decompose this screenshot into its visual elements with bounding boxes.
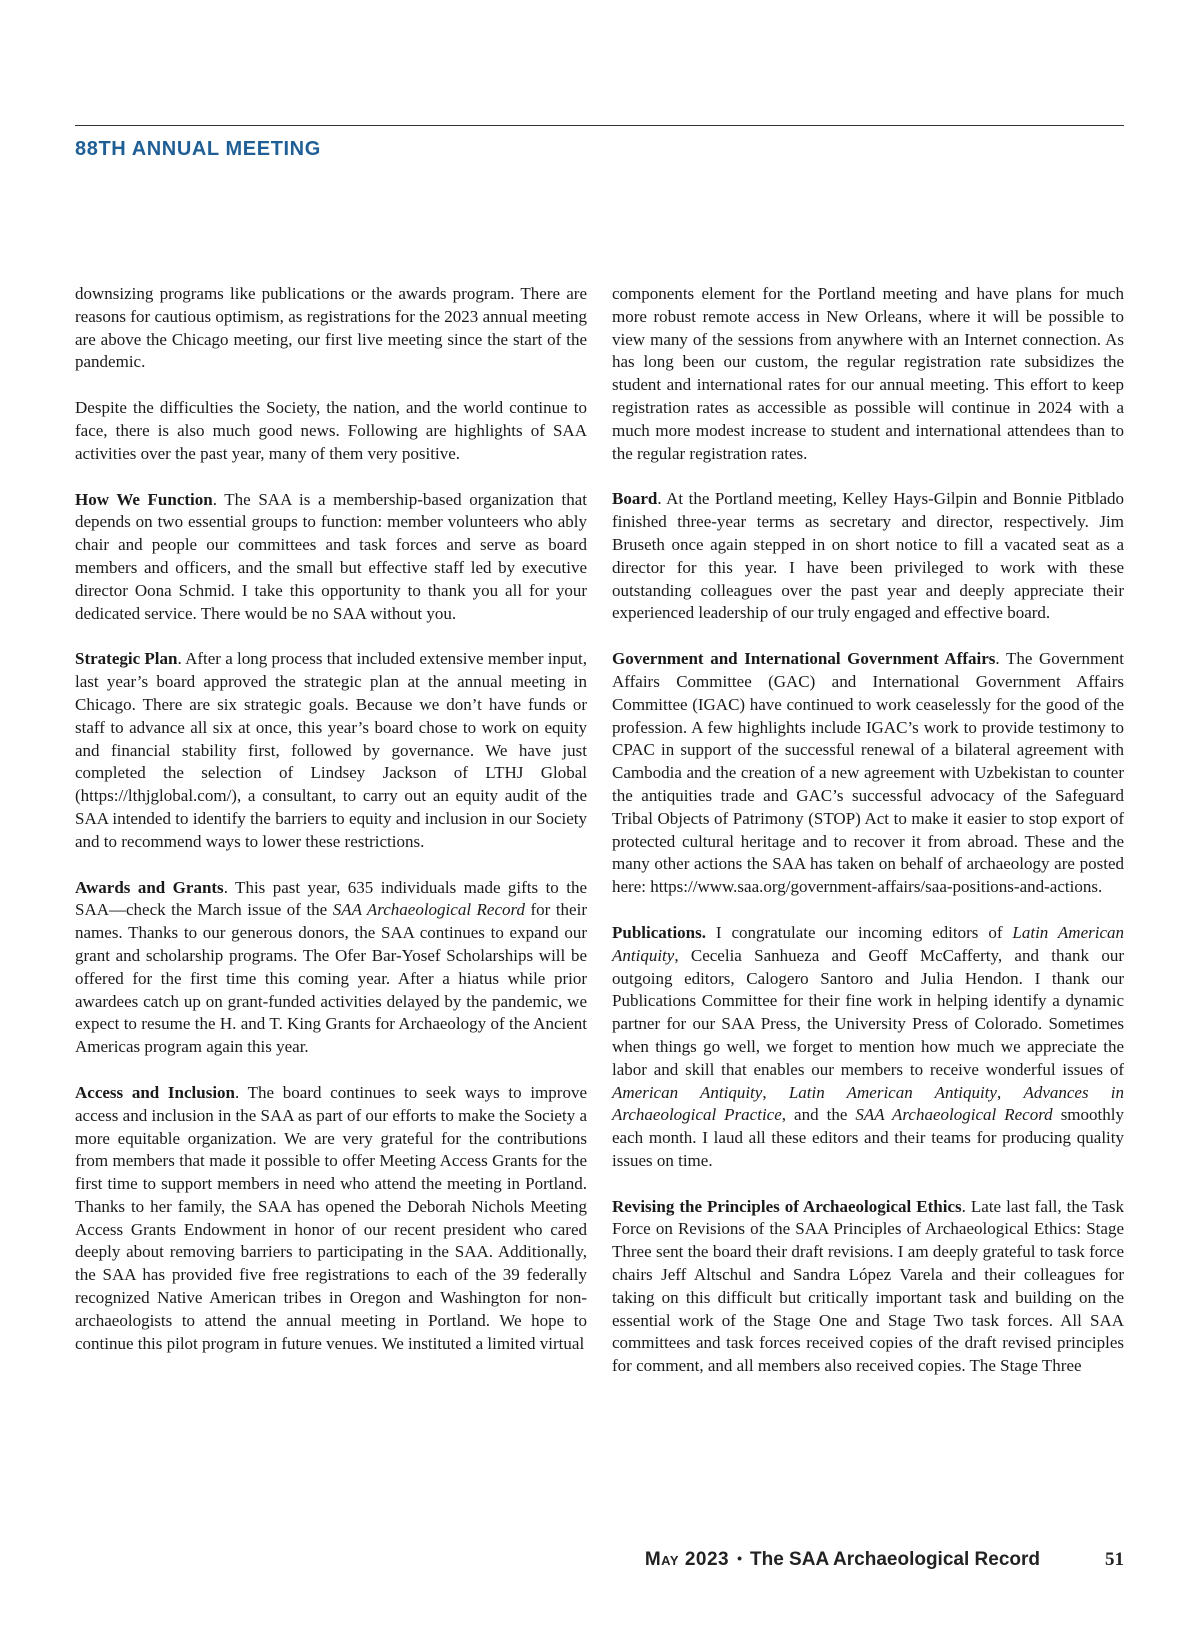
header-rule <box>75 125 1124 126</box>
text-publications-6: smoothly each month. I laud all these editors and their teams for producing quality issues on time. <box>612 1105 1124 1170</box>
text-awards-grants-2: for their names. Thanks to our generous donors, the SAA continues to expand our grant and scholarship programs. The Ofer Bar-Yosef Scholarships will be offered for the first time this coming year. After a hiatus while prior awardees catch up on grant-funded activities delayed by the pandemic, we expect to resume the H. and T. King Grants for Archaeology of the Ancient Americas program again this year. <box>75 900 587 1057</box>
heading-strategic-plan: Strategic Plan <box>75 649 178 669</box>
heading-board: Board <box>612 489 658 509</box>
text-publications-4: , <box>996 1082 1024 1102</box>
footer-issue <box>645 1549 1040 1571</box>
footer-issue-date: May 2023 <box>644 1549 730 1570</box>
heading-how-we-function: How We Function <box>75 489 213 509</box>
left-column <box>75 283 587 1378</box>
text-ethics: . Late last fall, the Task Force on Revisions of the SAA Principles of Archaeological Ethics: Stage Three sent the board their draft revisions. I am deeply grateful to task force chairs Jeff Altschul and Sandra López Varela and their colleagues for taking on this difficult but critically important task and building on the essential work of the Stage One and Stage Two task forces. All SAA committees and task forces received copies of the draft revised principles for comment, and all members also received copies. The Stage Three <box>612 1196 1124 1376</box>
paragraph-board <box>612 488 1124 625</box>
italic-saa-record-2: SAA Archaeological Record <box>855 1105 1053 1125</box>
paragraph-good-news: Despite the difficulties the Society, the nation, and the world continue to face, there is also much good news. Following are highlights of SAA activities over the past year, many of them very positive. <box>75 398 587 463</box>
italic-saa-record: SAA Archaeological Record <box>332 900 526 920</box>
text-publications-1: I congratulate our incoming editors of <box>706 922 1013 942</box>
italic-american-antiquity: American Antiquity <box>612 1082 763 1102</box>
paragraph-strategic-plan <box>75 648 587 853</box>
text-publications-3: , <box>762 1082 789 1102</box>
italic-latin-american-antiquity-2: Latin American Antiquity <box>788 1082 997 1102</box>
italic-latin-american-antiquity: Latin American Antiquity <box>612 922 1125 965</box>
heading-ethics: Revising the Principles of Archaeological Ethics <box>612 1196 962 1216</box>
text-government-affairs: . The Government Affairs Committee (GAC) and International Government Affairs Committee (IGAC) have continued to work ceaselessly for the good of the profession. A few highlights include IGAC’s work to provide testimony to CPAC in support of the successful renewal of a bilateral agreement with Cambodia and the creation of a new agreement with Uzbekistan to counter the antiquities trade and GAC’s successful advocacy of the Safeguard Tribal Objects of Patrimony (STOP) Act to make it easier to stop export of protected cultural heritage and to recover it from abroad. These and the many other actions the SAA has taken on behalf of archaeology are posted here: https://www.saa.org/government-affairs/saa-positions-and-actions. <box>612 649 1124 897</box>
text-publications-2: , Cecelia Sanhueza and Geoff McCafferty, and thank our outgoing editors, Calogero Santoro and Julia Hendon. I thank our Publications Committee for their fine work in helping identify a dynamic partner for our SAA Press, the University Press of Colorado. Sometimes when things go well, we forget to mention how much we appreciate the labor and skill that enables our members to receive wonderful issues of <box>612 945 1124 1079</box>
heading-publications: Publications. <box>612 922 706 942</box>
text-access-inclusion: . The board continues to seek ways to improve access and inclusion in the SAA as part of our efforts to make the Society a more equitable organization. We are very grateful for the contributions from members that made it possible to offer Meeting Access Grants for the first time to support members in need who attend the meeting in Portland. Thanks to her family, the SAA has opened the Deborah Nichols Meeting Access Grants Endowment in honor of our recent president who cared deeply about removing barriers to participating in the SAA. Additionally, the SAA has provided five free registrations to each of the 39 federally recognized Native American tribes in Oregon and Washington for non-archaeologists to attend the annual meeting in Portland. We hope to continue this pilot program in future venues. We instituted a limited virtual <box>75 1082 587 1353</box>
heading-government-affairs: Government and International Government Affairs <box>612 649 996 669</box>
right-column <box>612 283 1124 1401</box>
paragraph-remote-access: components element for the Portland meeting and have plans for much more robust remote access in New Orleans, where it will be possible to view many of the sessions from anywhere with an Internet connection. As has long been our custom, the regular registration rate subsidizes the student and international rates for our annual meeting. This effort to keep registration rates as accessible as possible will continue in 2024 with a much more modest increase to student and international attendees than to the regular registration rates. <box>612 284 1124 463</box>
italic-advances-practice: Advances in Archaeological Practice <box>612 1082 1125 1125</box>
heading-access-inclusion: Access and Inclusion <box>75 1082 236 1102</box>
text-awards-grants-1: . This past year, 635 individuals made gifts to the SAA—check the March issue of the <box>75 877 587 920</box>
section-title: 88TH ANNUAL MEETING <box>75 138 321 160</box>
heading-awards-grants: Awards and Grants <box>75 877 224 897</box>
paragraph-access-inclusion <box>75 1082 587 1356</box>
paragraph-awards-grants <box>75 877 587 1059</box>
text-how-we-function: . The SAA is a membership-based organization that depends on two essential groups to function: member volunteers who ably chair and people our committees and task forces and serve as board members and officers, and the small but effective staff led by executive director Oona Schmid. I take this opportunity to thank you all for your dedicated service. There would be no SAA without you. <box>75 489 587 623</box>
paragraph-how-we-function <box>75 489 587 626</box>
page-footer <box>0 1549 1200 1579</box>
footer-journal-name: The SAA Archaeological Record <box>750 1549 1040 1570</box>
paragraph-publications <box>612 922 1124 1173</box>
text-strategic-plan: . After a long process that included extensive member input, last year’s board approved the strategic plan at the annual meeting in Chicago. There are six strategic goals. Because we don’t have funds or staff to advance all six at once, this year’s board chose to work on equity and financial stability first, followed by governance. We have just completed the selection of Lindsey Jackson of LTHJ Global (https://lthjglobal.com/), a consultant, to carry out an equity audit of the SAA intended to identify the barriers to equity and inclusion in our Society and to recommend ways to lower these restrictions. <box>75 649 587 851</box>
page-number: 51 <box>1105 1549 1124 1570</box>
text-publications-5: , and the <box>781 1105 856 1125</box>
text-board: . At the Portland meeting, Kelley Hays-Gilpin and Bonnie Pitblado finished three-year terms as secretary and director, respectively. Jim Bruseth once again stepped in on short notice to fill a vacated seat as a director for this year. I have been privileged to work with these outstanding colleagues over the past year and deeply appreciate their experienced leadership of our truly engaged and effective board. <box>612 489 1124 623</box>
paragraph-government-affairs <box>612 648 1124 899</box>
footer-separator: • <box>737 1550 742 1566</box>
paragraph-ethics <box>612 1196 1124 1378</box>
paragraph-intro: downsizing programs like publications or the awards program. There are reasons for cautious optimism, as registrations for the 2023 annual meeting are above the Chicago meeting, our first live meeting since the start of the pandemic. <box>75 284 587 372</box>
